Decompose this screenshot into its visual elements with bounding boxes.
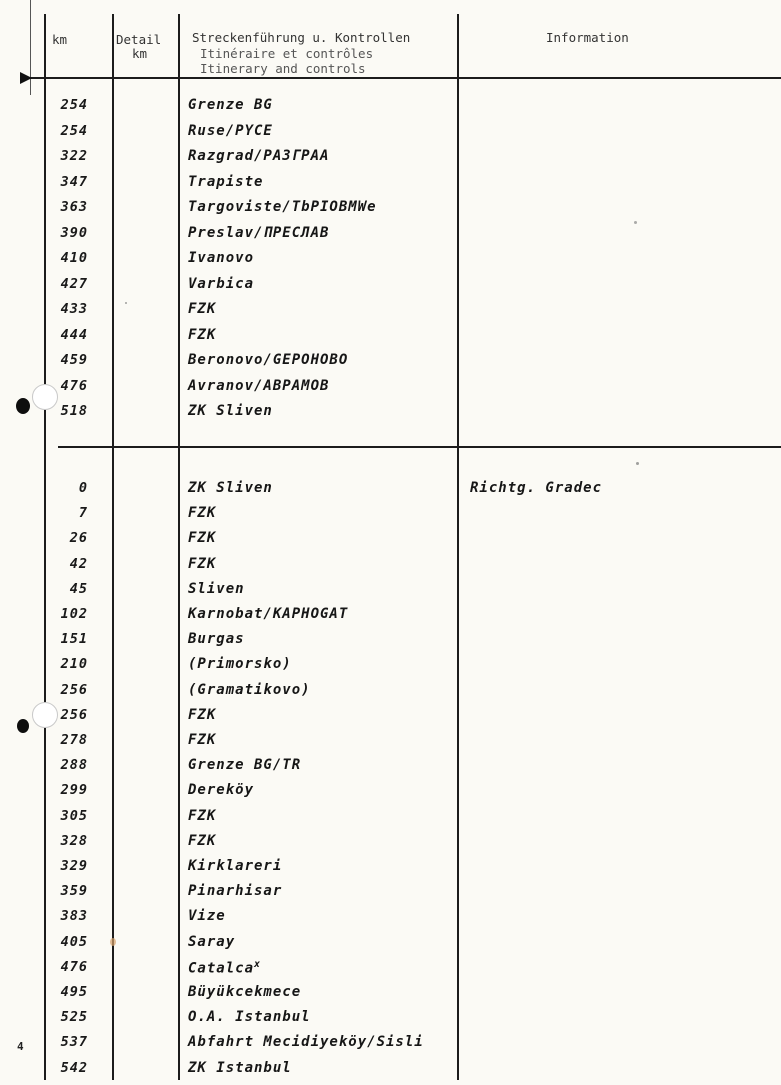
km-value: 542 xyxy=(60,1059,88,1076)
route-place xyxy=(188,757,301,773)
route-place xyxy=(188,352,348,368)
arrow-mark-icon xyxy=(20,72,32,84)
route-place xyxy=(188,276,254,292)
route-place xyxy=(188,606,348,622)
route-place-text: Vize xyxy=(188,908,226,925)
route-place xyxy=(188,1060,292,1076)
margin-mark: 4 xyxy=(17,1040,24,1053)
route-place xyxy=(188,631,245,647)
km-value: 256 xyxy=(60,681,88,698)
route-place-text: Targoviste/TbPIOBMWe xyxy=(188,199,377,215)
route-place-text: FZK xyxy=(188,530,217,547)
route-place xyxy=(188,250,254,266)
route-place-text: Burgas xyxy=(188,631,245,648)
route-place xyxy=(188,123,273,139)
route-place xyxy=(188,908,226,924)
table-row xyxy=(0,959,781,984)
km-value: 359 xyxy=(60,883,88,900)
route-place xyxy=(188,378,329,394)
header-detail: Detail xyxy=(116,32,162,47)
km-value: 305 xyxy=(60,807,88,824)
table-row xyxy=(0,378,781,403)
km-value: 405 xyxy=(60,933,88,950)
table-row xyxy=(0,123,781,148)
km-value: 102 xyxy=(60,606,88,622)
km-value: 476 xyxy=(60,377,88,394)
route-place xyxy=(188,707,216,723)
km-value: 299 xyxy=(60,782,88,799)
section-divider-rule xyxy=(58,446,781,448)
route-place-text: FZK xyxy=(188,301,217,317)
paper-speck xyxy=(125,302,127,304)
route-place-text: Preslav/ПPECЛAB xyxy=(188,224,330,241)
route-place xyxy=(188,1009,311,1025)
footnote-marker: x xyxy=(254,958,262,970)
km-value: 328 xyxy=(60,832,88,849)
route-place xyxy=(188,97,273,113)
route-place xyxy=(188,1034,424,1050)
table-row xyxy=(0,327,781,352)
route-place-text: Varbica xyxy=(188,275,255,292)
route-place xyxy=(188,556,216,572)
km-value: 7 xyxy=(78,505,88,522)
table-row xyxy=(0,581,781,606)
km-value: 322 xyxy=(60,148,88,164)
table-row xyxy=(0,732,781,757)
km-value: 45 xyxy=(69,580,88,597)
route-place-text: Beronovo/GEPOHOBO xyxy=(188,352,349,368)
route-place xyxy=(188,327,216,343)
route-place-text: Avranov/ABPAMOB xyxy=(188,377,330,394)
table-row xyxy=(0,225,781,250)
table-row xyxy=(0,1060,781,1085)
table-row xyxy=(0,556,781,581)
table-row xyxy=(0,250,781,275)
table-row xyxy=(0,1034,781,1059)
table-row xyxy=(0,883,781,908)
route-place-text: (Primorsko) xyxy=(188,656,292,673)
table-row xyxy=(0,858,781,883)
route-place-text: Grenze BG xyxy=(188,97,273,113)
km-value: 288 xyxy=(60,757,88,774)
route-place-text: Pinarhisar xyxy=(188,883,283,900)
paper-stain xyxy=(110,938,116,946)
route-place-text: FZK xyxy=(188,732,217,748)
route-place xyxy=(188,984,301,1000)
table-row xyxy=(0,984,781,1009)
header-detail-unit: km xyxy=(132,46,148,61)
route-place-text: FZK xyxy=(188,832,217,849)
km-value: 210 xyxy=(60,656,88,673)
route-place xyxy=(188,301,216,317)
km-value: 278 xyxy=(60,732,88,748)
table-row xyxy=(0,352,781,377)
km-value: 151 xyxy=(60,631,88,648)
route-place-text: Razgrad/PA3ГPAA xyxy=(188,148,330,164)
table-row xyxy=(0,782,781,807)
route-place xyxy=(188,682,311,698)
route-place-text: (Gramatikovo) xyxy=(188,681,311,698)
table-row xyxy=(0,808,781,833)
route-place-text: Dereköy xyxy=(188,782,255,799)
header-km: km xyxy=(52,32,68,47)
km-value: 347 xyxy=(60,173,88,190)
route-place-text: ZK Sliven xyxy=(188,403,273,419)
km-value: 459 xyxy=(60,352,88,368)
header-route-en: Itinerary and controls xyxy=(200,61,366,76)
km-value: 383 xyxy=(60,908,88,925)
route-place-text: FZK xyxy=(188,807,217,824)
km-value: 537 xyxy=(60,1034,88,1051)
km-value: 410 xyxy=(60,250,88,266)
km-value: 329 xyxy=(60,858,88,874)
route-place-text: Ruse/PYCE xyxy=(188,122,273,139)
route-place-text: Karnobat/KAPHOGAT xyxy=(188,606,349,622)
header-rule xyxy=(22,77,781,79)
route-place xyxy=(188,959,261,977)
table-row xyxy=(0,174,781,199)
table-row xyxy=(0,908,781,933)
route-place-text: Kirklareri xyxy=(188,858,283,874)
route-place xyxy=(188,199,377,215)
route-place-text: Catalca xyxy=(188,960,255,977)
header-information: Information xyxy=(546,30,629,45)
km-value: 525 xyxy=(60,1009,88,1026)
route-place xyxy=(188,225,329,241)
table-row xyxy=(0,606,781,631)
km-value: 518 xyxy=(60,403,88,419)
route-place-text: Saray xyxy=(188,933,236,950)
info-text: Richtg. Gradec xyxy=(470,480,603,496)
table-row xyxy=(0,301,781,326)
route-place xyxy=(188,403,273,419)
route-place-text: ZK Istanbul xyxy=(188,1059,292,1076)
km-value: 476 xyxy=(60,958,88,975)
km-value: 390 xyxy=(60,224,88,241)
table-row xyxy=(0,199,781,224)
paper-speck xyxy=(636,462,639,465)
route-place xyxy=(188,581,245,597)
km-value: 444 xyxy=(60,326,88,343)
route-place xyxy=(188,732,216,748)
km-value: 256 xyxy=(60,706,88,723)
route-place-text: Abfahrt Mecidiyeköy/Sisli xyxy=(188,1034,424,1051)
route-place xyxy=(188,505,216,521)
punch-hole xyxy=(32,702,58,728)
paper-speck xyxy=(634,221,637,224)
route-place xyxy=(188,883,282,899)
header-route-fr: Itinéraire et contrôles xyxy=(200,46,374,61)
route-place-text: Sliven xyxy=(188,580,245,597)
table-row xyxy=(0,505,781,530)
km-value: 363 xyxy=(60,199,88,215)
route-place-text: FZK xyxy=(188,326,217,343)
km-value: 254 xyxy=(60,122,88,139)
km-value: 42 xyxy=(69,555,88,572)
route-place xyxy=(188,782,254,798)
route-place-text: FZK xyxy=(188,555,217,572)
table-row xyxy=(0,148,781,173)
table-row xyxy=(0,1009,781,1034)
route-place xyxy=(188,148,329,164)
route-place-text: Ivanovo xyxy=(188,250,255,266)
route-place-text: Büyükcekmece xyxy=(188,984,302,1000)
ink-blot xyxy=(17,719,29,733)
km-value: 495 xyxy=(60,984,88,1000)
route-place xyxy=(188,808,216,824)
punch-hole xyxy=(32,384,58,410)
route-place xyxy=(188,174,263,190)
table-row xyxy=(0,656,781,681)
table-row xyxy=(0,276,781,301)
route-place xyxy=(188,656,292,672)
km-value: 427 xyxy=(60,275,88,292)
km-value: 254 xyxy=(60,97,88,113)
table-row xyxy=(0,707,781,732)
table-row xyxy=(0,97,781,122)
route-place-text: FZK xyxy=(188,505,217,522)
ink-blot xyxy=(16,398,30,414)
route-place-text: FZK xyxy=(188,706,217,723)
km-value: 0 xyxy=(78,480,88,496)
table-row xyxy=(0,757,781,782)
route-place-text: Trapiste xyxy=(188,173,264,190)
table-row xyxy=(0,530,781,555)
route-place-text: ZK Sliven xyxy=(188,480,273,496)
route-place-text: O.A. Istanbul xyxy=(188,1009,311,1026)
table-row xyxy=(0,403,781,428)
table-row xyxy=(0,682,781,707)
table-row xyxy=(0,833,781,858)
route-place xyxy=(188,530,216,546)
route-place xyxy=(188,858,282,874)
route-place xyxy=(188,480,273,496)
table-row xyxy=(0,480,781,505)
table-row xyxy=(0,934,781,959)
route-place xyxy=(188,934,235,950)
table-row xyxy=(0,631,781,656)
km-value: 26 xyxy=(69,530,88,547)
km-value: 433 xyxy=(60,301,88,317)
route-place xyxy=(188,833,216,849)
route-place-text: Grenze BG/TR xyxy=(188,757,302,774)
header-route-de: Streckenführung u. Kontrollen xyxy=(192,30,411,45)
